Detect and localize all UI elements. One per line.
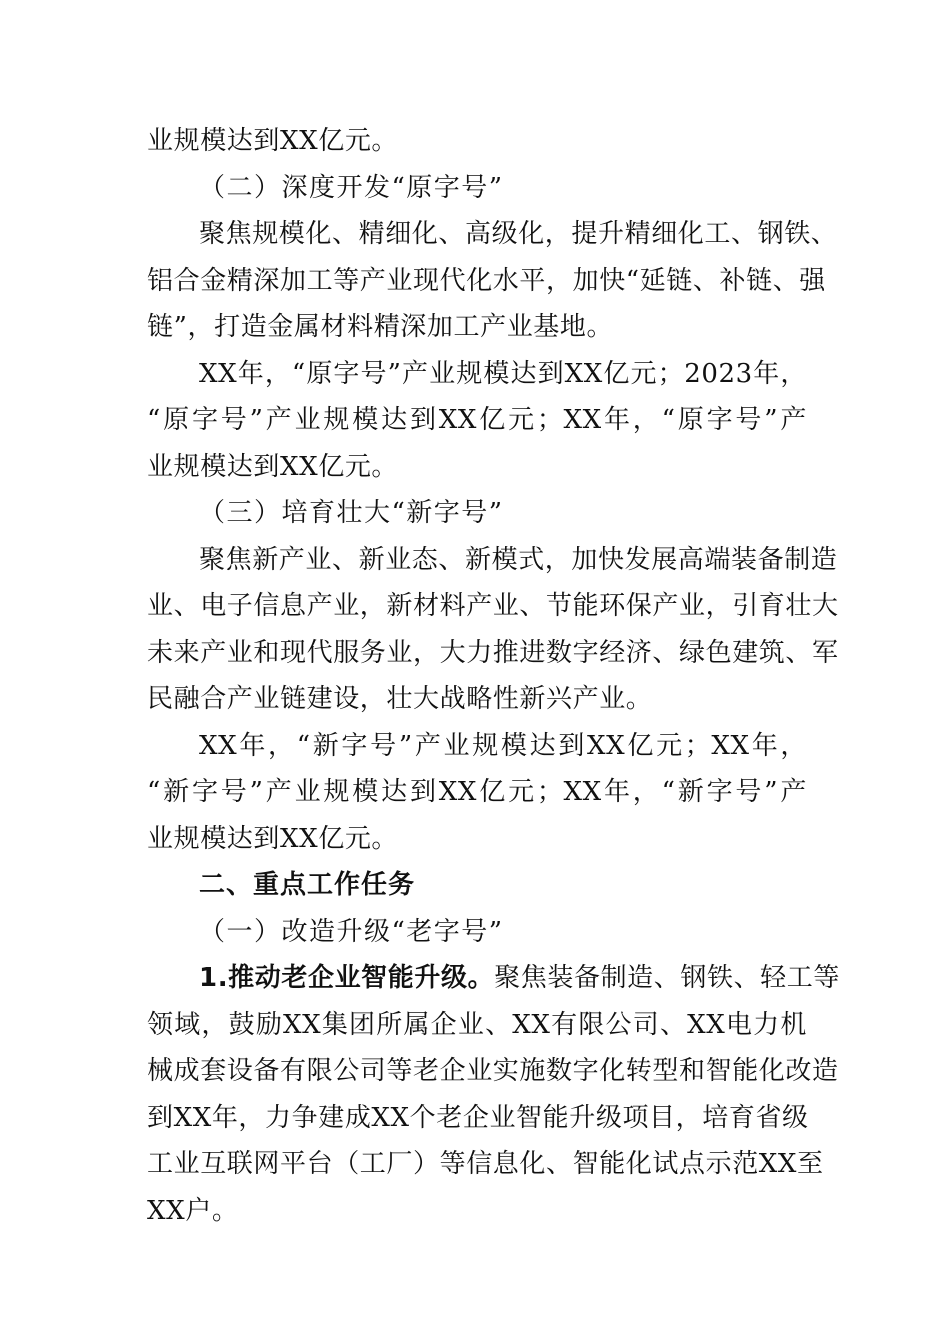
- paragraph-line: 械成套设备有限公司等老企业实施数字化转型和智能化改造: [147, 1056, 839, 1086]
- paragraph-line: 未来产业和现代服务业，大力推进数字经济、绿色建筑、军: [147, 637, 839, 668]
- paragraph-line: 业、电子信息产业，新材料产业、节能环保产业，引育壮大: [147, 591, 839, 621]
- paragraph-line: 业规模达到XX亿元。: [147, 451, 399, 482]
- document-body: [147, 118, 840, 1234]
- section-heading: 二、重点工作任务: [199, 870, 416, 900]
- paragraph-line: “原字号”产业规模达到XX亿元；XX年，“原字号”产: [147, 405, 807, 435]
- paragraph-line: 聚焦新产业、新业态、新模式，加快发展高端装备制造: [199, 544, 838, 575]
- section-subheading: （一）改造升级“老字号”: [199, 916, 504, 947]
- item-title: 1.推动老企业智能升级。: [199, 963, 495, 993]
- paragraph-line: 铝合金精深加工等产业现代化水平，加快“延链、补链、强: [147, 265, 826, 296]
- item-text: 聚焦装备制造、钢铁、轻工等: [494, 963, 840, 993]
- paragraph-line: “新字号”产业规模达到XX亿元；XX年，“新字号”产: [147, 777, 807, 807]
- paragraph-line: 工业互联网平台（工厂）等信息化、智能化试点示范XX至: [147, 1149, 824, 1179]
- paragraph-line: 链”，打造金属材料精深加工产业基地。: [147, 312, 614, 342]
- paragraph-line: XX户。: [147, 1195, 239, 1226]
- section-subheading: （二）深度开发“原字号”: [199, 172, 504, 203]
- section-subheading: （三）培育壮大“新字号”: [199, 498, 504, 528]
- paragraph-line: 领域，鼓励XX集团所属企业、XX有限公司、XX电力机: [147, 1009, 807, 1040]
- paragraph-line: 业规模达到XX亿元。: [147, 823, 399, 854]
- paragraph-line: [147, 955, 840, 1002]
- paragraph-line: XX年，“原字号”产业规模达到XX亿元；2023年，: [199, 358, 807, 389]
- paragraph-line: XX年，“新字号”产业规模达到XX亿元；XX年，: [199, 730, 807, 761]
- paragraph-line: 聚焦规模化、精细化、高级化，提升精细化工、钢铁、: [199, 219, 838, 249]
- paragraph-line: 民融合产业链建设，壮大战略性新兴产业。: [147, 684, 653, 714]
- paragraph-line: 业规模达到XX亿元。: [147, 126, 399, 156]
- paragraph-line: 到XX年，力争建成XX个老企业智能升级项目，培育省级: [147, 1102, 809, 1133]
